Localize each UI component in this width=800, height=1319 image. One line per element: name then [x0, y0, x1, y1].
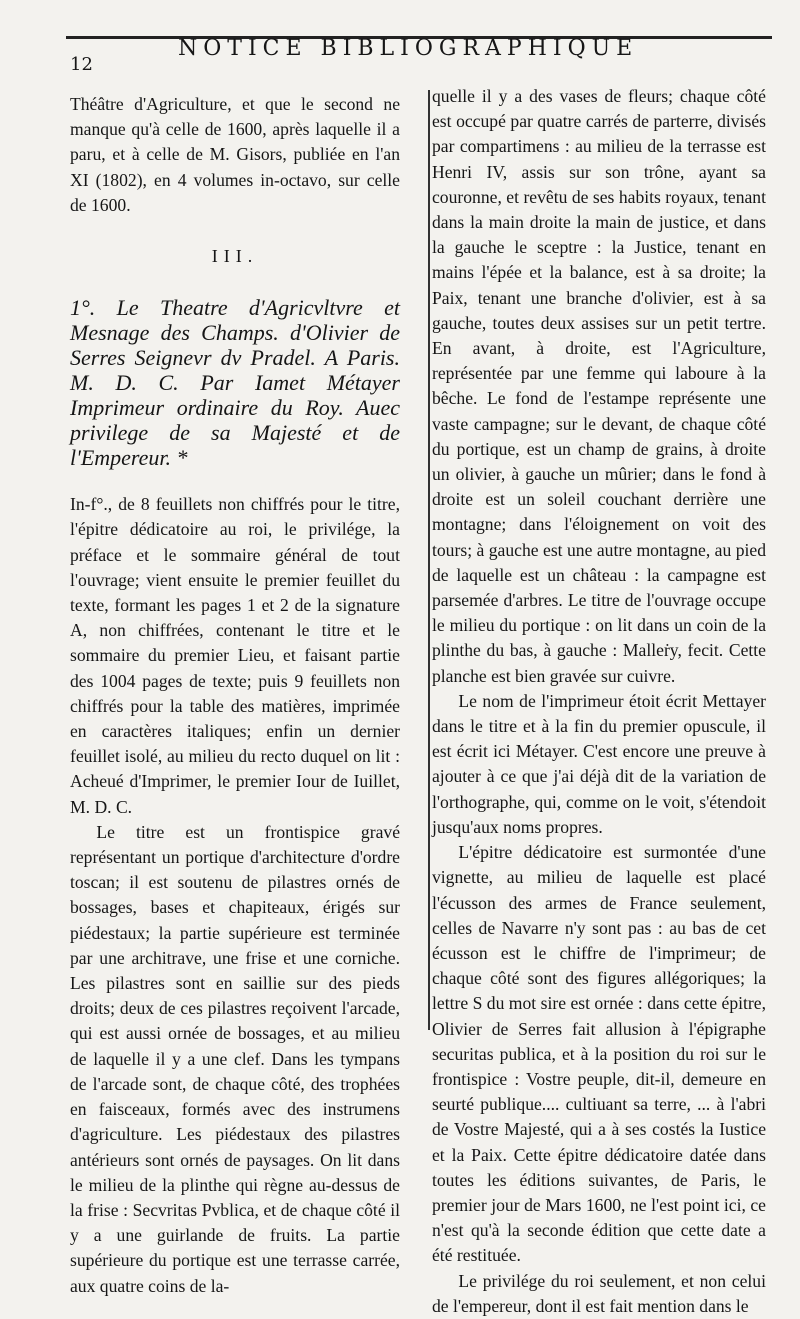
privilege-paragraph: Le privilége du roi seulement, et non celui de l'empereur, dont il est fait mention dans le [432, 1270, 766, 1316]
frontispiece-paragraph: Le titre est un frontispice gravé représentant un portique d'architecture d'ordre toscan; il est soutenu de pilastres ornés de bossages, bases et chapiteaux, érigés sur piédestaux; la partie supérieure est terminée par une architrave, une frise et une corniche. Les pilastres sont en saillie sur des pieds droits; deux de ces pilastres reçoivent l'arcade, qui est aussi ornée de bossages, et au milieu de laquelle il y a une clef. Dans les tympans de l'arcade sont, de chaque côté, des trophées en faisceaux, formés avec des instrumens d'agriculture. Les piédestaux des pilastres antérieurs sont ornés de paysages. On lit dans le milieu de la plinthe qui règne au-dessus de la frise : Secvritas Pvblica, et de chaque côté il y a une guirlande de fruits. La partie supérieure du portique est une terrasse carrée, aux quatre coins de la- [70, 821, 400, 1296]
running-title: NOTICE BIBLIOGRAPHIQUE [178, 36, 639, 61]
page-number: 12 [70, 54, 93, 75]
column-divider [428, 90, 430, 1030]
printer-name-paragraph: Le nom de l'imprimeur étoit écrit Mettayer dans le titre et à la fin du premier opuscule, il est écrit ici Métayer. C'est encore une preuve à ajouter à ce que j'ai déjà dit de la variation de l'orthographe, qui, comme on le voit, s'étendoit jusqu'aux noms propres. [432, 690, 766, 837]
collation-paragraph: In-f°., de 8 feuillets non chiffrés pour le titre, l'épitre dédicatoire au roi, le privilége, la préface et le sommaire général de tout l'ouvrage; vient ensuite le premier feuillet du texte, formant les pages 1 et 2 de la signature A, non chiffrées, contenant le titre et le sommaire du premier Lieu, et faisant partie des 1004 pages de texte; puis 9 feuillets non chiffrés pour la table des matières, imprimée en caractères italiques; enfin un dernier feuillet isolé, au milieu du recto duquel on lit : Acheué d'Imprimer, le premier Iour de Iuillet, M. D. C. [70, 494, 400, 817]
section-heading: III. [211, 246, 259, 267]
right-column [432, 84, 766, 1319]
book-title: 1°. Le Theatre d'Agricvltvre et Mesnage des Champs. d'Olivier de Serres Seignevr dv Pradel. A Paris. M. D. C. Par Iamet Métayer Imprimeur ordinaire du Roy. Auec privilege de sa Majesté et de l'Empereur. * [70, 295, 400, 471]
intro-paragraph: Théâtre d'Agriculture, et que le second ne manque qu'à celle de 1600, après laquelle il a paru, et à celle de M. Gisors, publiée en l'an XI (1802), en 4 volumes in-octavo, sur celle de 1600. [70, 94, 400, 215]
dedication-paragraph: L'épitre dédicatoire est surmontée d'une vignette, au milieu de laquelle est placé l'écusson des armes de France seulement, celles de Navarre n'y sont pas : au bas de cet écusson est le chiffre de l'imprimeur; de chaque côté sont des figures allégoriques; la lettre S du mot sire est ornée : dans cette épitre, Olivier de Serres fait allusion à l'épigraphe securitas publica, et à la position du roi sur le frontispice : Vostre peuple, dit-il, demeure en seurté publique.... cultiuant sa terre, ... à l'abri de Vostre Majesté, qui a à ses costés la Iustice et la Paix. Cette épitre dédicatoire datée dans toutes les éditions suivantes, de Paris, le premier jour de Mars 1600, ne l'est point ici, ce n'est qu'à la seconde édition que cette date a été restituée. [432, 842, 766, 1266]
frontispiece-continued-paragraph: quelle il y a des vases de fleurs; chaque côté est occupé par quatre carrés de parterre, divisés par compartimens : au milieu de la terrasse est Henri IV, assis sur son trône, ayant sa couronne, et revêtu de ses habits royaux, tenant dans la main droite la main de justice, et dans la gauche le sceptre : la Justice, tenant en mains l'épée et la balance, est à sa droite; la Paix, tenant une branche d'olivier, est à sa gauche, toutes deux assises sur un petit tertre. En avant, à droite, est l'Agriculture, représentée par une femme qui laboure à la bêche. Le fond de l'estampe représente une vaste campagne; sur le devant, de chaque côté du portique, est un champ de grains, à droite un olivier, à gauche un mûrier; dans le fond à droite est un soleil couchant derrière une montagne; dans l'éloignement on voit des tours; à gauche est une autre montagne, au pied de laquelle est un château : la campagne est parsemée d'arbres. Le titre de l'ouvrage occupe le milieu du portique : on lit dans un coin de la plinthe du bas, à gauche : Malleṙy, fecit. Cette planche est bien gravée sur cuivre. [432, 86, 766, 686]
left-column [70, 92, 400, 1299]
